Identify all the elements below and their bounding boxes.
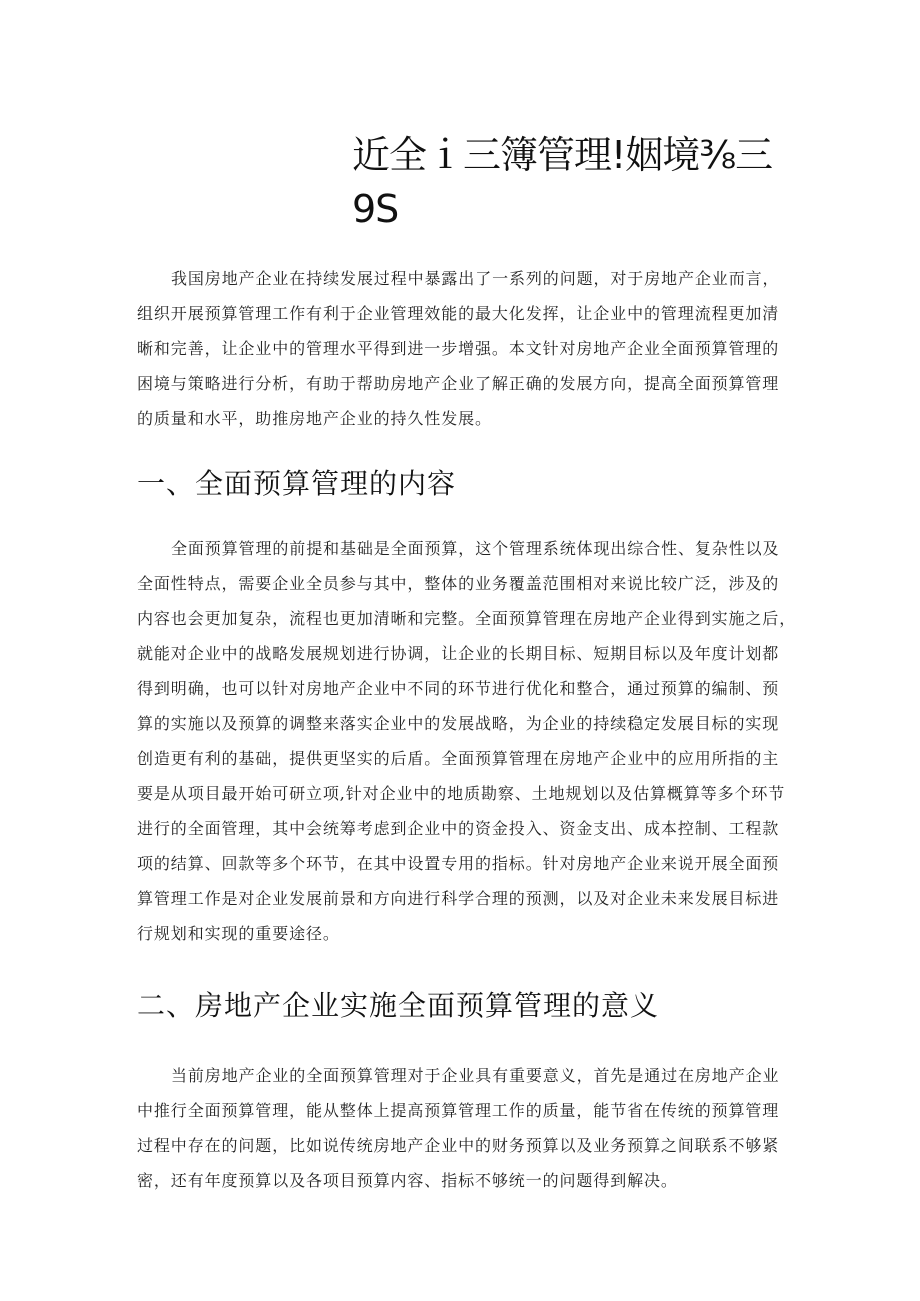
intro-paragraph bbox=[137, 261, 792, 436]
paragraph-line: 中推行全面预算管理，能从整体上提高预算管理工作的质量，能节省在传统的预算管理 bbox=[137, 1101, 780, 1120]
paragraph-line: 晰和完善，让企业中的管理水平得到进一步增强。本文针对房地产企业全面预算管理的 bbox=[137, 339, 780, 358]
paragraph-line: 进行的全面管理，其中会统筹考虑到企业中的资金投入、资金支出、成本控制、工程款 bbox=[137, 819, 780, 838]
paragraph-line: 行规划和实现的重要途径。 bbox=[137, 924, 340, 943]
paragraph-line: 创造更有利的基础，提供更坚实的后盾。全面预算管理在房地产企业中的应用所指的主 bbox=[137, 749, 780, 768]
paragraph-line: 得到明确，也可以针对房地产企业中不同的环节进行优化和整合，通过预算的编制、预 bbox=[137, 679, 780, 698]
paragraph-line: 困境与策略进行分析，有助于帮助房地产企业了解正确的发展方向，提高全面预算管理 bbox=[137, 374, 780, 393]
section-2-paragraph bbox=[137, 1058, 792, 1198]
section-1-heading: 一、全面预算管理的内容 bbox=[137, 467, 457, 500]
title-line-1: 近全ｉ三簿管理!姻境⅜三 bbox=[352, 133, 773, 177]
paragraph-line: 内容也会更加复杂，流程也更加清晰和完整。全面预算管理在房地产企业得到实施之后， bbox=[137, 609, 797, 628]
document-title bbox=[352, 128, 772, 236]
paragraph-line: 要是从项目最开始可研立项,针对企业中的地质勘察、土地规划以及估算概算等多个环节 bbox=[137, 784, 786, 803]
paragraph-line: 过程中存在的问题，比如说传统房地产企业中的财务预算以及业务预算之间联系不够紧 bbox=[137, 1136, 780, 1155]
section-2-heading: 二、房地产企业实施全面预算管理的意义 bbox=[137, 989, 660, 1022]
paragraph-line: 我国房地产企业在持续发展过程中暴露出了一系列的问题，对于房地产企业而言， bbox=[171, 269, 780, 288]
paragraph-line: 就能对企业中的战略发展规划进行协调，让企业的长期目标、短期目标以及年度计划都 bbox=[137, 644, 780, 663]
paragraph-line: 组织开展预算管理工作有利于企业管理效能的最大化发挥，让企业中的管理流程更加清 bbox=[137, 304, 780, 323]
paragraph-line: 当前房地产企业的全面预算管理对于企业具有重要意义，首先是通过在房地产企业 bbox=[171, 1066, 780, 1085]
paragraph-line: 项的结算、回款等多个环节，在其中设置专用的指标。针对房地产企业来说开展全面预 bbox=[137, 854, 780, 873]
paragraph-line: 全面预算管理的前提和基础是全面预算，这个管理系统体现出综合性、复杂性以及 bbox=[171, 539, 780, 558]
paragraph-line: 的质量和水平，助推房地产企业的持久性发展。 bbox=[137, 409, 492, 428]
section-1-paragraph bbox=[137, 531, 797, 951]
paragraph-line: 全面性特点，需要企业全员参与其中，整体的业务覆盖范围相对来说比较广泛，涉及的 bbox=[137, 574, 780, 593]
title-line-2: 9S bbox=[352, 187, 399, 231]
paragraph-line: 密，还有年度预算以及各项目预算内容、指标不够统一的问题得到解决。 bbox=[137, 1171, 678, 1190]
paragraph-line: 算管理工作是对企业发展前景和方向进行科学合理的预测，以及对企业未来发展目标进 bbox=[137, 889, 780, 908]
paragraph-line: 算的实施以及预算的调整来落实企业中的发展战略，为企业的持续稳定发展目标的实现 bbox=[137, 714, 780, 733]
